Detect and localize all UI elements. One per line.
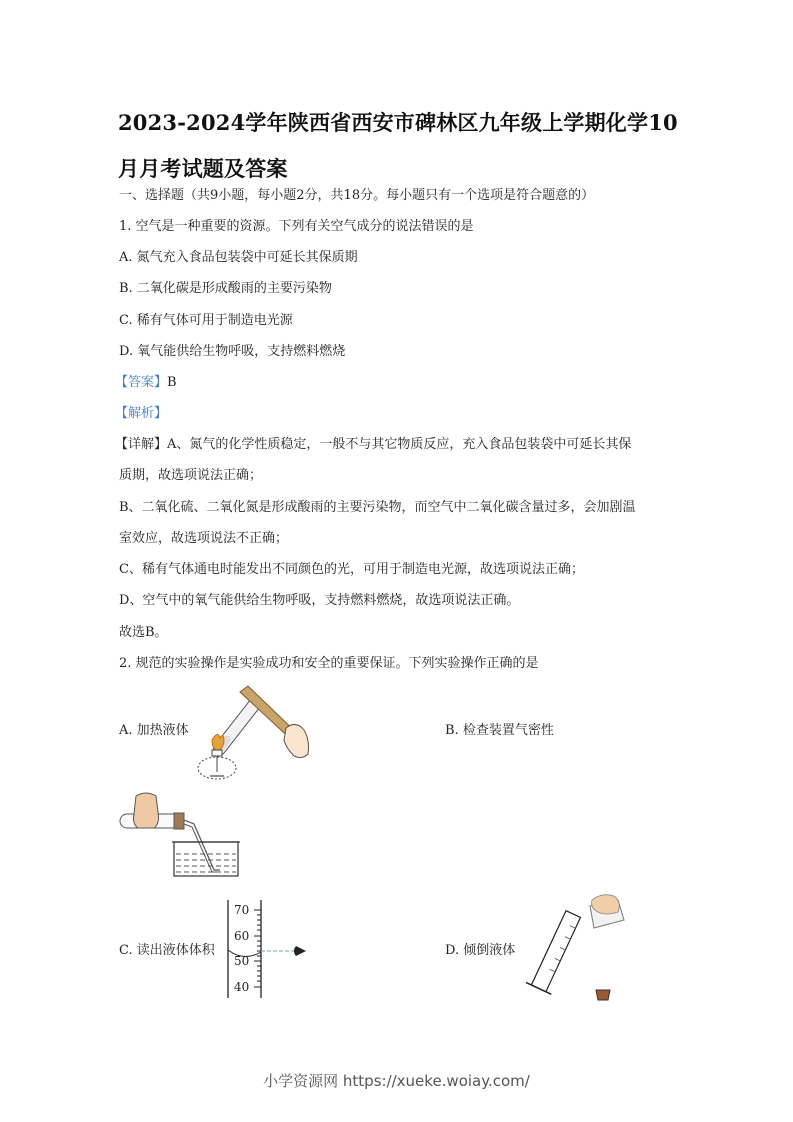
q1-conclusion: 故选B。	[119, 625, 168, 640]
question-text: 空气是一种重要的资源。下列有关空气成分的说法错误的是	[135, 219, 474, 234]
title-line-2: 月月考试题及答案	[118, 156, 288, 181]
title-line-1: 2023-2024学年陕西省西安市碑林区九年级上学期化学10	[118, 110, 678, 135]
q1-analysis	[115, 406, 167, 422]
scale-label-60: 60	[234, 929, 250, 943]
q1-option-c: C. 稀有气体可用于制造电光源	[119, 313, 293, 328]
q1-detail-line-6: D、空气中的氧气能供给生物呼吸，支持燃料燃烧，故选项说法正确。	[119, 593, 520, 608]
scale-label-40: 40	[234, 980, 250, 994]
heating-liquid-figure	[190, 680, 315, 785]
footer-watermark: 小学资源网 https://xueke.woiay.com/	[263, 1072, 530, 1090]
q1-option-a: A. 氮气充入食品包装袋中可延长其保质期	[119, 250, 358, 265]
question-text: 规范的实验操作是实验成功和安全的重要保证。下列实验操作正确的是	[135, 656, 539, 671]
q1-detail-line-3: B、二氧化硫、二氧化氮是形成酸雨的主要污染物，而空气中二氧化碳含量过多，会加剧温	[119, 500, 636, 515]
q1-option-b: B. 二氧化碳是形成酸雨的主要污染物	[119, 281, 332, 296]
q1-detail-line-2: 质期，故选项说法正确；	[119, 468, 263, 483]
document-title	[118, 100, 698, 192]
section-heading: 一、选择题（共9小题，每小题2分，共18分。每小题只有一个选项是符合题意的）	[119, 188, 595, 203]
question-number: 2.	[119, 656, 132, 671]
q1-option-d: D. 氧气能供给生物呼吸，支持燃料燃烧	[119, 344, 346, 359]
analysis-tag: 【解析】	[115, 406, 168, 421]
q2-option-a: A. 加热液体	[119, 723, 189, 738]
airtightness-check-figure	[118, 792, 248, 880]
question-1-stem	[119, 219, 474, 235]
q2-option-d: D. 倾倒液体	[445, 943, 516, 958]
graduated-cylinder-reading-figure	[226, 900, 326, 1000]
q1-answer	[115, 375, 177, 391]
scale-label-50: 50	[234, 954, 250, 968]
q1-detail-line-5: C、稀有气体通电时能发出不同颜色的光，可用于制造电光源，故选项说法正确；	[119, 562, 584, 577]
answer-value: B	[167, 375, 177, 390]
question-number: 1.	[119, 219, 132, 234]
scale-label-70: 70	[234, 903, 250, 917]
q2-option-b: B. 检查装置气密性	[445, 723, 554, 738]
q2-option-c: C. 读出液体体积	[119, 943, 215, 958]
q1-detail-line-1: 【详解】A、氮气的化学性质稳定，一般不与其它物质反应，充入食品包装袋中可延长其保	[115, 437, 632, 452]
question-2-stem	[119, 656, 539, 672]
detail-tag: 【详解】	[115, 437, 168, 452]
answer-tag: 【答案】	[115, 375, 168, 390]
q1-detail-line-4: 室效应，故选项说法不正确；	[119, 531, 289, 546]
pouring-liquid-figure	[520, 892, 630, 1004]
